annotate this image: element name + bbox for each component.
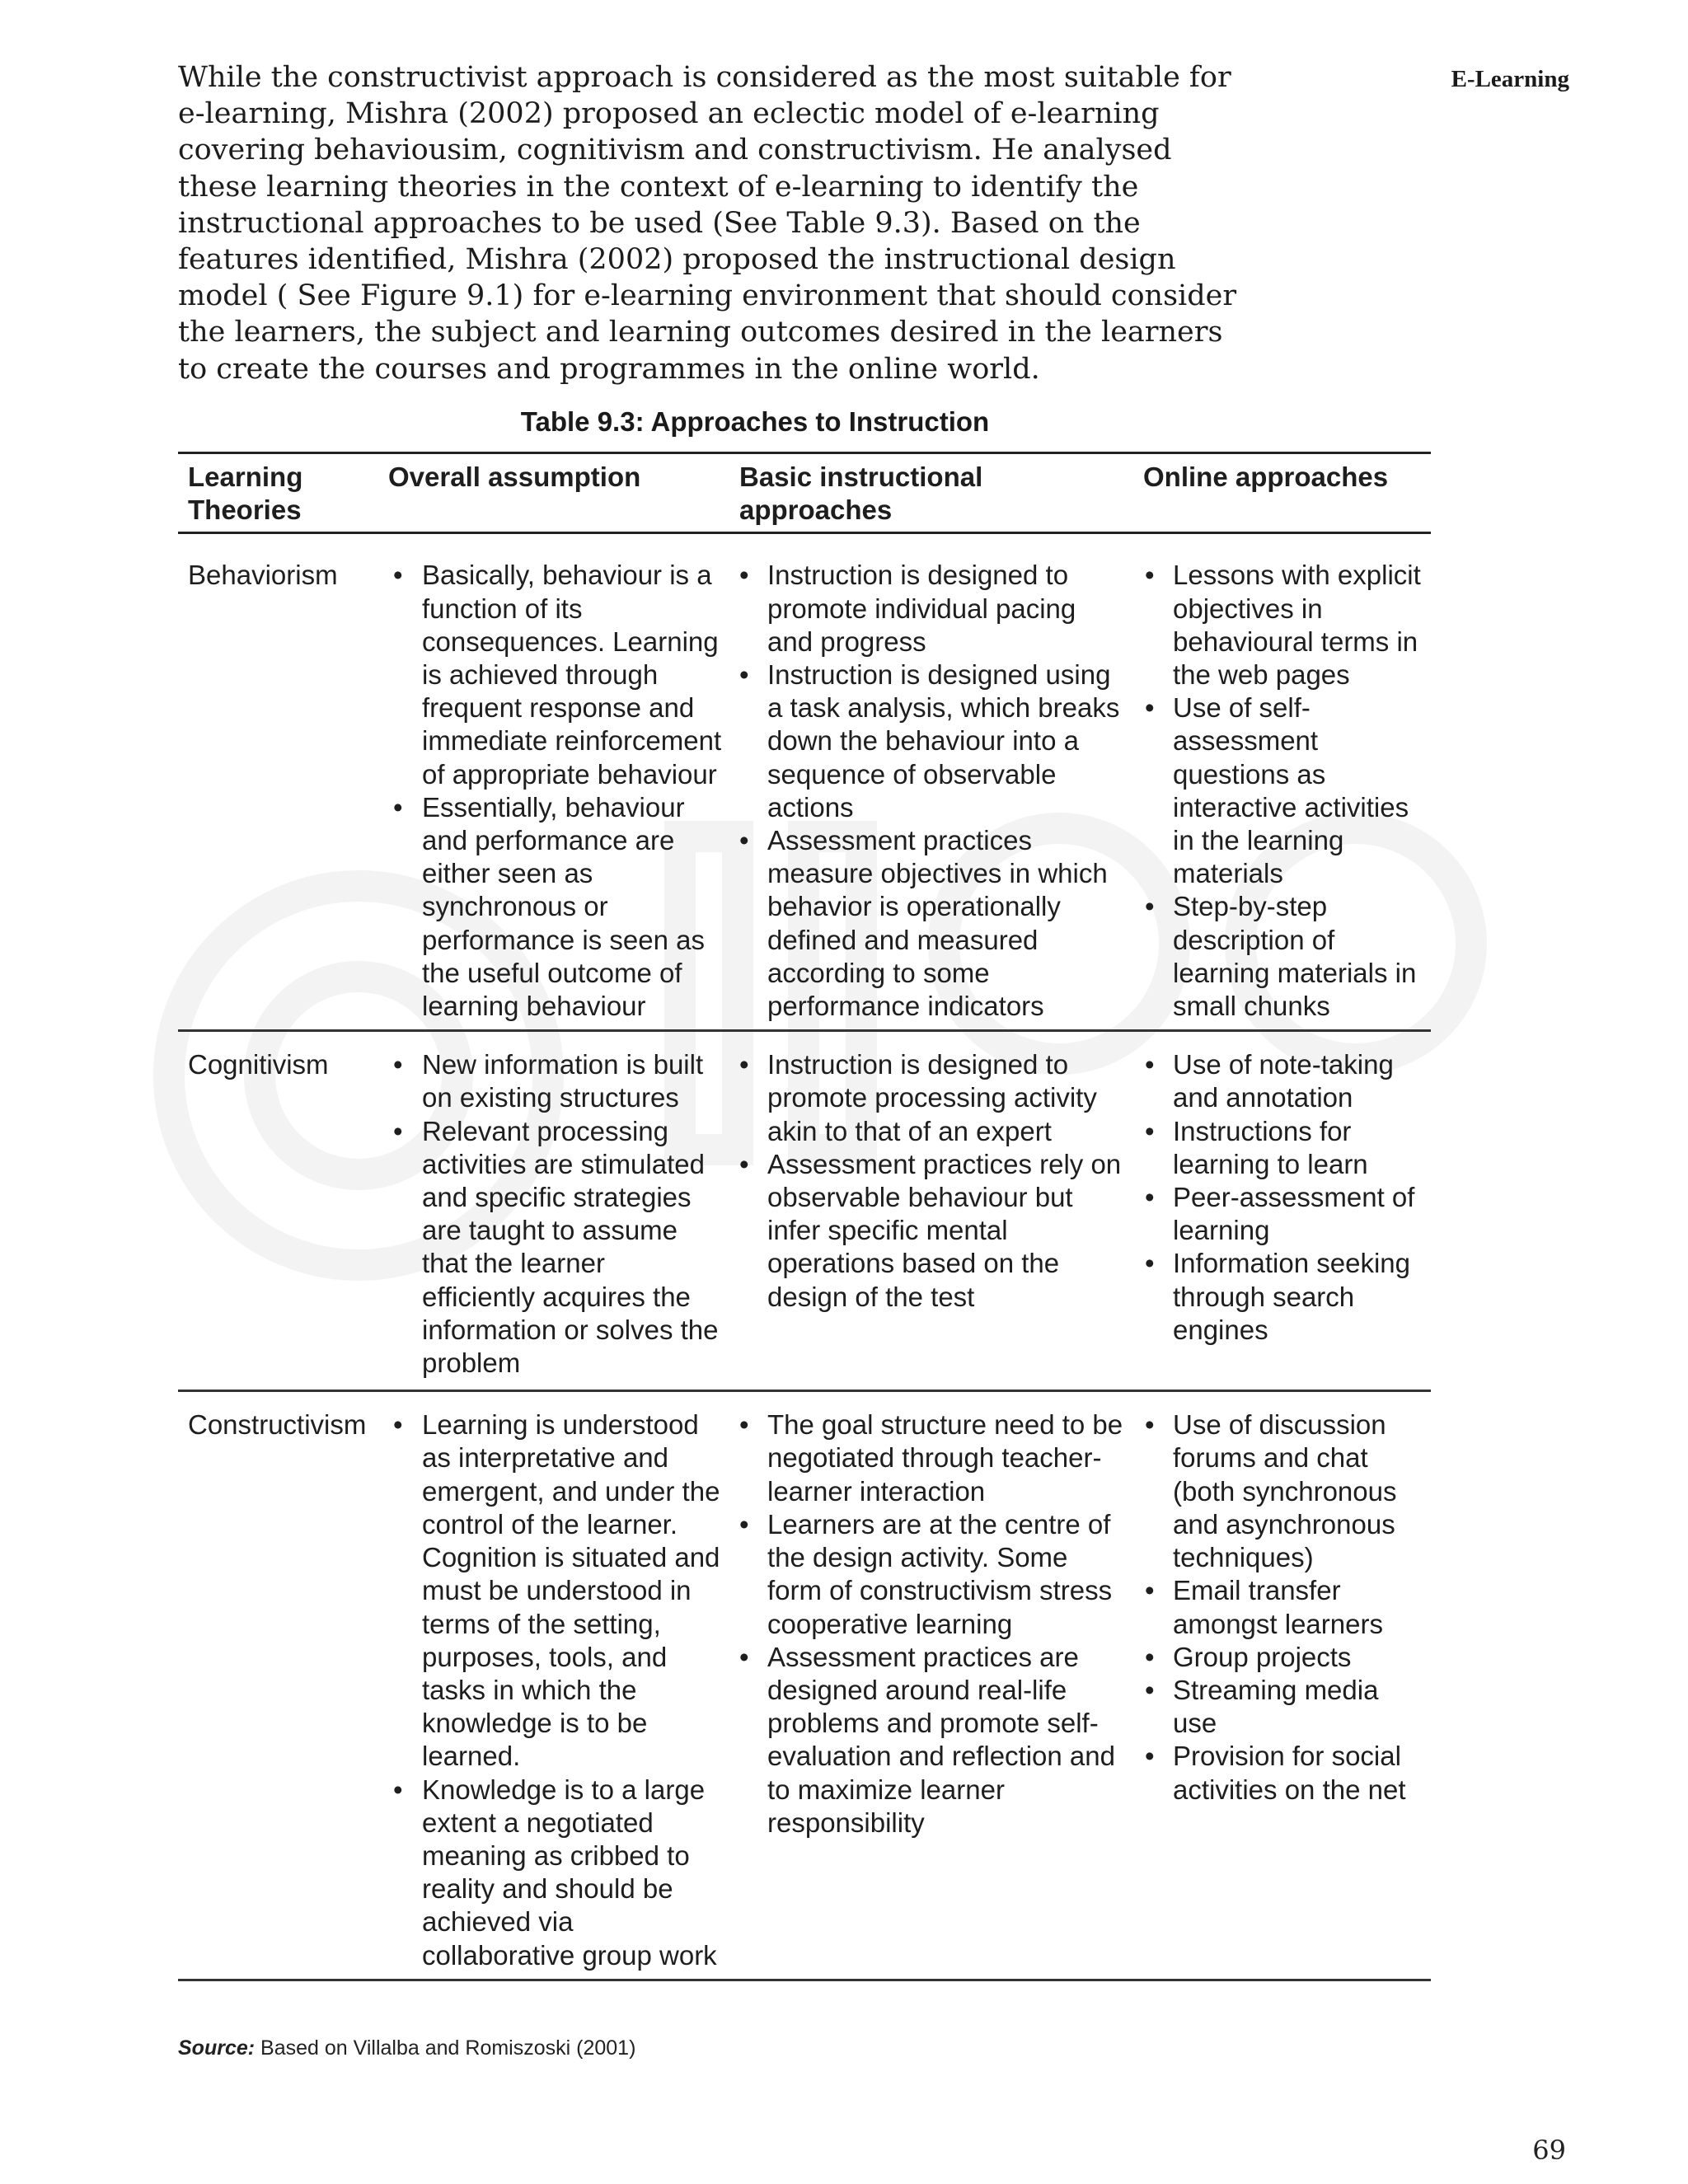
bullet-item: • The goal structure need to be negotiated through teacher-learner interaction xyxy=(739,1408,1127,1508)
assumption-cell xyxy=(378,1031,729,1391)
bullet-item: • Assessment practices measure objectives in which behavior is operationally defined and measured according to some performance indicators xyxy=(739,824,1127,1023)
instructional-cell xyxy=(729,533,1133,1031)
bullet-item: • Instructions for learning to learn xyxy=(1143,1115,1424,1181)
bullet-item: • Provision for social activities on the net xyxy=(1143,1740,1424,1806)
instructional-cell xyxy=(729,1031,1133,1391)
header-basic-instructional-approaches: Basic instructional approaches xyxy=(729,453,1133,533)
section-running-head: E-Learning xyxy=(1451,66,1569,92)
header-overall-assumption: Overall assumption xyxy=(378,453,729,533)
online-cell xyxy=(1133,1031,1431,1391)
table-row-constructivism xyxy=(178,1391,1431,1980)
bullet-item: • Step-by-step description of learning materials in small chunks xyxy=(1143,890,1424,1023)
theory-cell: Constructivism xyxy=(178,1391,378,1980)
bullet-item: • Use of discussion forums and chat (both synchronous and asynchronous techniques) xyxy=(1143,1408,1424,1574)
bullet-item: • New information is built on existing structures xyxy=(388,1048,723,1114)
page-number: 69 xyxy=(1532,2135,1566,2166)
bullet-item: • Email transfer amongst learners xyxy=(1143,1574,1424,1640)
table-row-cognitivism xyxy=(178,1031,1431,1391)
bullet-item: • Knowledge is to a large extent a negotiated meaning as cribbed to reality and should be achieved via collaborative group work xyxy=(388,1774,723,1972)
source-label: Source: xyxy=(178,2036,256,2060)
bullet-item: • Streaming media use xyxy=(1143,1674,1424,1740)
bullet-item: • Use of self-assessment questions as interactive activities in the learning materials xyxy=(1143,691,1424,890)
bullet-item: • Learning is understood as interpretative and emergent, and under the control of the learner. Cognition is situated and must be understood in terms of the setting, purposes, tools, and tasks in which the knowledge is to be learned. xyxy=(388,1408,723,1773)
bullet-item: • Learners are at the centre of the design activity. Some form of constructivism stress cooperative learning xyxy=(739,1508,1127,1641)
header-learning-theories: Learning Theories xyxy=(178,453,378,533)
bullet-item: • Relevant processing activities are stimulated and specific strategies are taught to assume that the learner efficiently acquires the information or solves the problem xyxy=(388,1115,723,1380)
source-text: Based on Villalba and Romiszoski (2001) xyxy=(260,2036,636,2060)
bullet-item: • Use of note-taking and annotation xyxy=(1143,1048,1424,1114)
table-caption: Table 9.3: Approaches to Instruction xyxy=(520,406,990,437)
theory-cell: Behaviorism xyxy=(178,533,378,1031)
bullet-item: • Information seeking through search engines xyxy=(1143,1247,1424,1347)
bullet-item: • Assessment practices rely on observable behaviour but infer specific mental operations based on the design of the test xyxy=(739,1148,1127,1314)
assumption-cell xyxy=(378,533,729,1031)
bullet-item: • Instruction is designed to promote individual pacing and progress xyxy=(739,559,1127,658)
bullet-item: • Instruction is designed to promote processing activity akin to that of an expert xyxy=(739,1048,1127,1148)
online-cell xyxy=(1133,1391,1431,1980)
intro-paragraph: While the constructivist approach is considered as the most suitable for e-learning, Mishra (2002) proposed an eclectic model of e-learning covering behaviousim, cognitivism and constructivism. He analysed these learning theories in the context of e-learning to identify the instructional approaches to be used (See Table 9.3). Based on the features identified, Mishra (2002) proposed the instructional design model ( See Figure 9.1) for e-learning environment that should consider the learners, the subject and learning outcomes desired in the learners to create the courses and programmes in the online world. xyxy=(178,61,1237,386)
bullet-item: • Basically, behaviour is a function of its consequences. Learning is achieved through frequent response and immediate reinforcement of appropriate behaviour xyxy=(388,559,723,790)
theory-cell: Cognitivism xyxy=(178,1031,378,1391)
assumption-cell xyxy=(378,1391,729,1980)
bullet-item: • Peer-assessment of learning xyxy=(1143,1181,1424,1247)
bullet-item: • Assessment practices are designed around real-life problems and promote self-evaluation and reflection and to maximize learner responsibility xyxy=(739,1641,1127,1840)
online-cell xyxy=(1133,533,1431,1031)
bullet-item: • Essentially, behaviour and performance are either seen as synchronous or performance is seen as the useful outcome of learning behaviour xyxy=(388,791,723,1023)
instructional-cell xyxy=(729,1391,1133,1980)
table-header-row xyxy=(178,453,1431,533)
approaches-table xyxy=(178,452,1431,1981)
bullet-item: • Instruction is designed using a task analysis, which breaks down the behaviour into a sequence of observable actions xyxy=(739,658,1127,824)
table-row-behaviorism xyxy=(178,533,1431,1031)
header-online-approaches: Online approaches xyxy=(1133,453,1431,533)
table-source-note xyxy=(178,2036,635,2060)
bullet-item: • Lessons with explicit objectives in behavioural terms in the web pages xyxy=(1143,559,1424,691)
bullet-item: • Group projects xyxy=(1143,1641,1424,1674)
